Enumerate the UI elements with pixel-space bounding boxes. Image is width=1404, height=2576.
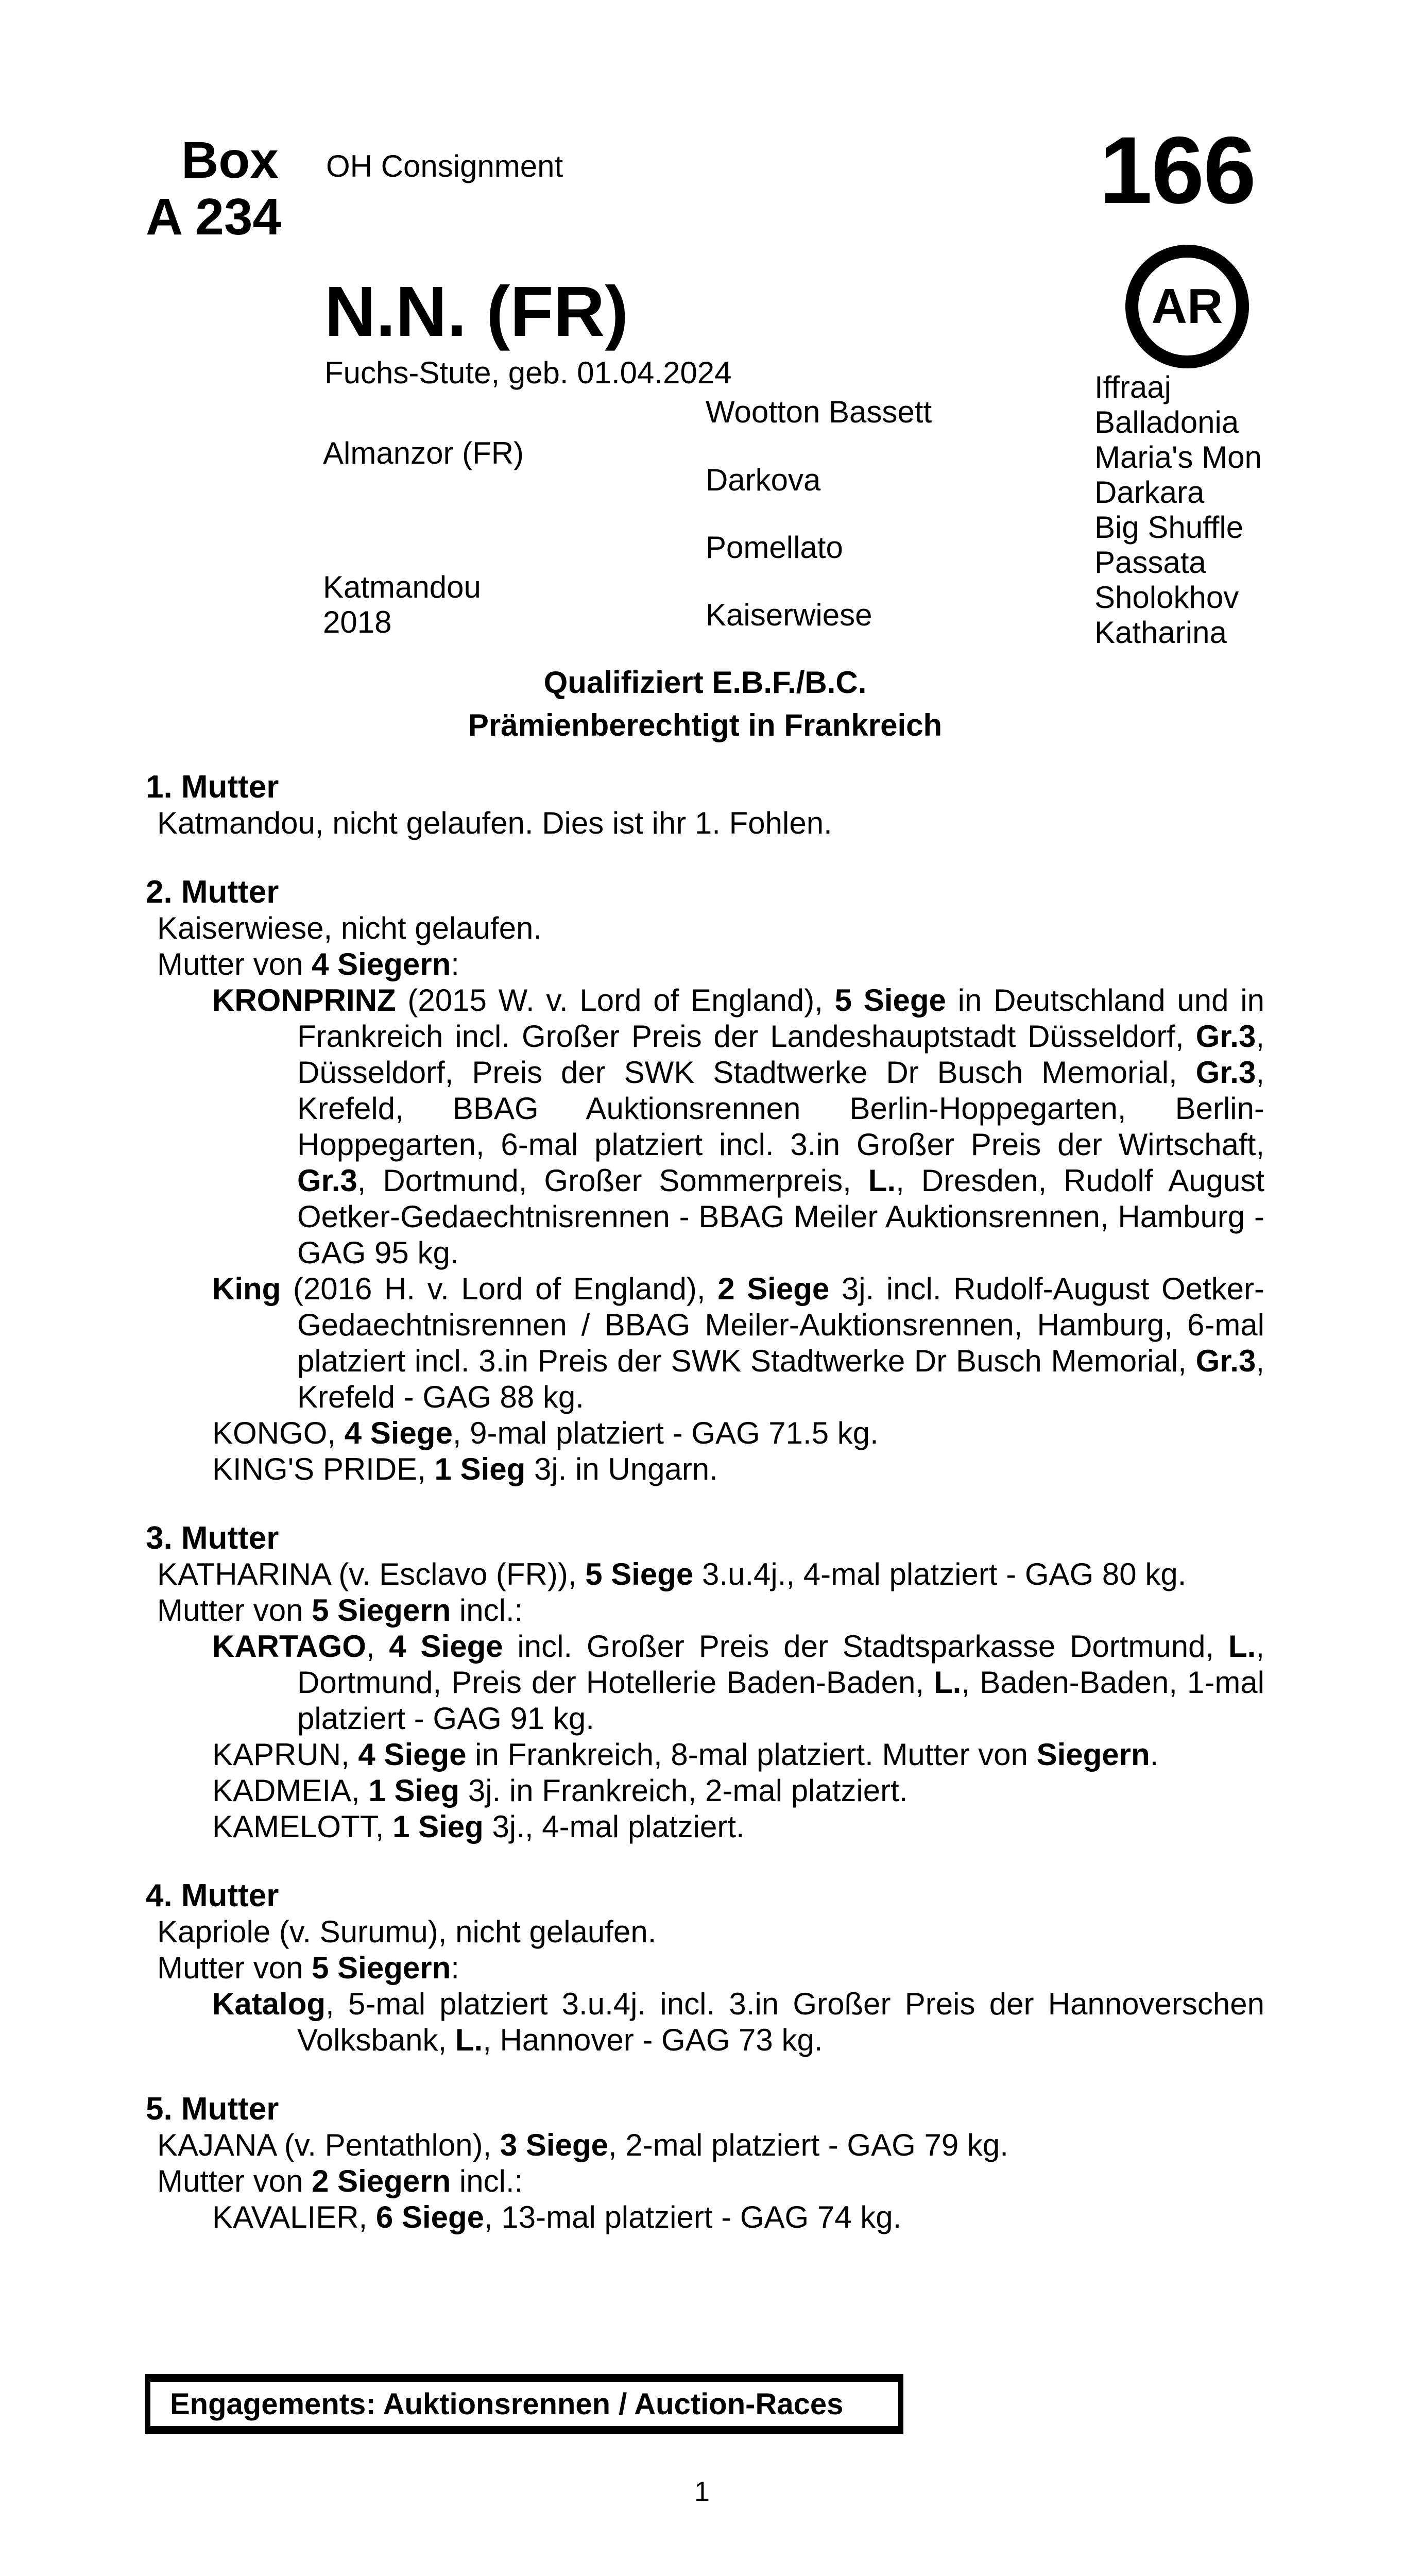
paragraph-offspring: KONGO, 4 Siege, 9-mal platziert - GAG 71.5 kg.	[212, 1416, 879, 1450]
pedigree-gen2-dam-dam: Kaiserwiese	[706, 598, 872, 632]
pedigree-gen3-entry: Darkara	[1094, 475, 1205, 510]
pedigree-gen3-entry: Sholokhov	[1094, 580, 1239, 615]
paragraph-offspring: KAVALIER, 6 Siege, 13-mal platziert - GAG 74 kg.	[212, 2200, 902, 2234]
pedigree-gen3-entry: Maria's Mon	[1094, 440, 1262, 474]
section-heading: 3. Mutter	[146, 1520, 279, 1556]
pedigree-gen3-entry: Big Shuffle	[1094, 510, 1244, 545]
pedigree-sire: Almanzor (FR)	[323, 436, 524, 470]
paragraph-offspring: KRONPRINZ (2015 W. v. Lord of England), 5 Siege in Deutschland und in Frankreich incl. Großer Preis der Landeshauptstadt Düsseldorf, Gr.3, Düsseldorf, Preis der SWK Stadtwerke Dr Busch Memorial, Gr.3, Krefeld, BBAG Auktionsrennen Berlin-Hoppegarten, Berlin-Hoppegarten, 6-mal platziert incl. 3.in Großer Preis der Wirtschaft, Gr.3, Dortmund, Großer Sommerpreis, L., Dresden, Rudolf August Oetker-Gedaechtnisrennen - BBAG Meiler Auktionsrennen, Hamburg - GAG 95 kg.	[212, 983, 1265, 1270]
paragraph-dam: KAJANA (v. Pentathlon), 3 Siege, 2-mal platziert - GAG 79 kg.	[157, 2128, 1008, 2162]
pedigree-dam-year: 2018	[323, 605, 392, 639]
paragraph-dam: KATHARINA (v. Esclavo (FR)), 5 Siege 3.u.4j., 4-mal platziert - GAG 80 kg.	[157, 1557, 1187, 1591]
paragraph: Kapriole (v. Surumu), nicht gelaufen.	[157, 1914, 657, 1949]
pedigree-gen3-entry: Balladonia	[1094, 405, 1239, 439]
consignor-name: OH Consignment	[326, 149, 563, 183]
paragraph-offspring: KING'S PRIDE, 1 Sieg 3j. in Ungarn.	[212, 1452, 718, 1486]
pedigree-gen3-entry: Iffraaj	[1094, 370, 1171, 404]
box-label-word: Box	[181, 131, 279, 189]
paragraph-offspring: Katalog, 5-mal platziert 3.u.4j. incl. 3.in Großer Preis der Hannoverschen Volksbank, L., Hannover - GAG 73 kg.	[212, 1987, 1264, 2057]
pedigree-gen3-entry: Katharina	[1094, 615, 1227, 650]
paragraph: Mutter von 5 Siegern:	[157, 1951, 459, 1985]
ar-badge-icon	[1125, 245, 1249, 368]
paragraph-offspring: KADMEIA, 1 Sieg 3j. in Frankreich, 2-mal platziert.	[212, 1773, 908, 1808]
pedigree-gen2-dam-sire: Pomellato	[706, 530, 843, 565]
paragraph: Katmandou, nicht gelaufen. Dies ist ihr 1. Fohlen.	[157, 806, 832, 840]
pedigree-gen3-column	[1094, 370, 1262, 650]
catalog-lot-number: 166	[1099, 117, 1255, 224]
section-1-mutter	[146, 769, 1264, 841]
pedigree-gen2-sire-sire: Wootton Bassett	[706, 395, 932, 429]
section-5-mutter	[146, 2091, 1264, 2235]
ar-badge-label: AR	[1151, 279, 1223, 334]
paragraph: Mutter von 2 Siegern incl.:	[157, 2164, 523, 2198]
paragraph: Kaiserwiese, nicht gelaufen.	[157, 911, 542, 945]
section-3-mutter	[146, 1520, 1264, 1845]
paragraph: Mutter von 4 Siegern:	[157, 947, 459, 981]
section-4-mutter	[146, 1878, 1264, 2058]
paragraph: Mutter von 5 Siegern incl.:	[157, 1593, 523, 1628]
pedigree-gen3-entry: Passata	[1094, 545, 1206, 580]
section-2-mutter	[146, 874, 1264, 1487]
pedigree-dam-name: Katmandou	[323, 570, 481, 604]
paragraph-offspring: KAMELOTT, 1 Sieg 3j., 4-mal platziert.	[212, 1809, 745, 1844]
horse-description: Fuchs-Stute, geb. 01.04.2024	[324, 355, 732, 390]
engagements-box	[145, 2374, 903, 2434]
horse-name: N.N. (FR)	[324, 272, 629, 351]
section-heading: 2. Mutter	[146, 874, 279, 910]
engagements-label: Engagements: Auktionsrennen / Auction-Races	[170, 2387, 844, 2421]
qualification-line-1: Qualifiziert E.B.F./B.C.	[543, 665, 867, 700]
box-stall-number: A 234	[146, 188, 282, 246]
paragraph-offspring: KAPRUN, 4 Siege in Frankreich, 8-mal platziert. Mutter von Siegern.	[212, 1737, 1159, 1772]
pedigree-gen2-sire-dam: Darkova	[706, 463, 821, 497]
paragraph-offspring: King (2016 H. v. Lord of England), 2 Siege 3j. incl. Rudolf-August Oetker-Gedaechtnisrennen / BBAG Meiler-Auktionsrennen, Hamburg, 6-mal platziert incl. 3.in Preis der SWK Stadtwerke Dr Busch Memorial, Gr.3, Krefeld - GAG 88 kg.	[212, 1272, 1264, 1414]
paragraph-offspring: KARTAGO, 4 Siege incl. Großer Preis der Stadtsparkasse Dortmund, L., Dortmund, Preis der Hotellerie Baden-Baden, L., Baden-Baden, 1-mal platziert - GAG 91 kg.	[212, 1629, 1264, 1736]
section-heading: 1. Mutter	[146, 769, 279, 805]
section-heading: 4. Mutter	[146, 1878, 279, 1913]
dam-family-text	[146, 769, 1264, 2235]
pedigree-dam	[323, 570, 481, 640]
box-stall-label	[146, 132, 281, 245]
page-number: 1	[694, 2476, 710, 2507]
section-heading: 5. Mutter	[146, 2091, 279, 2127]
qualification-line-2: Prämienberechtigt in Frankreich	[468, 708, 943, 742]
